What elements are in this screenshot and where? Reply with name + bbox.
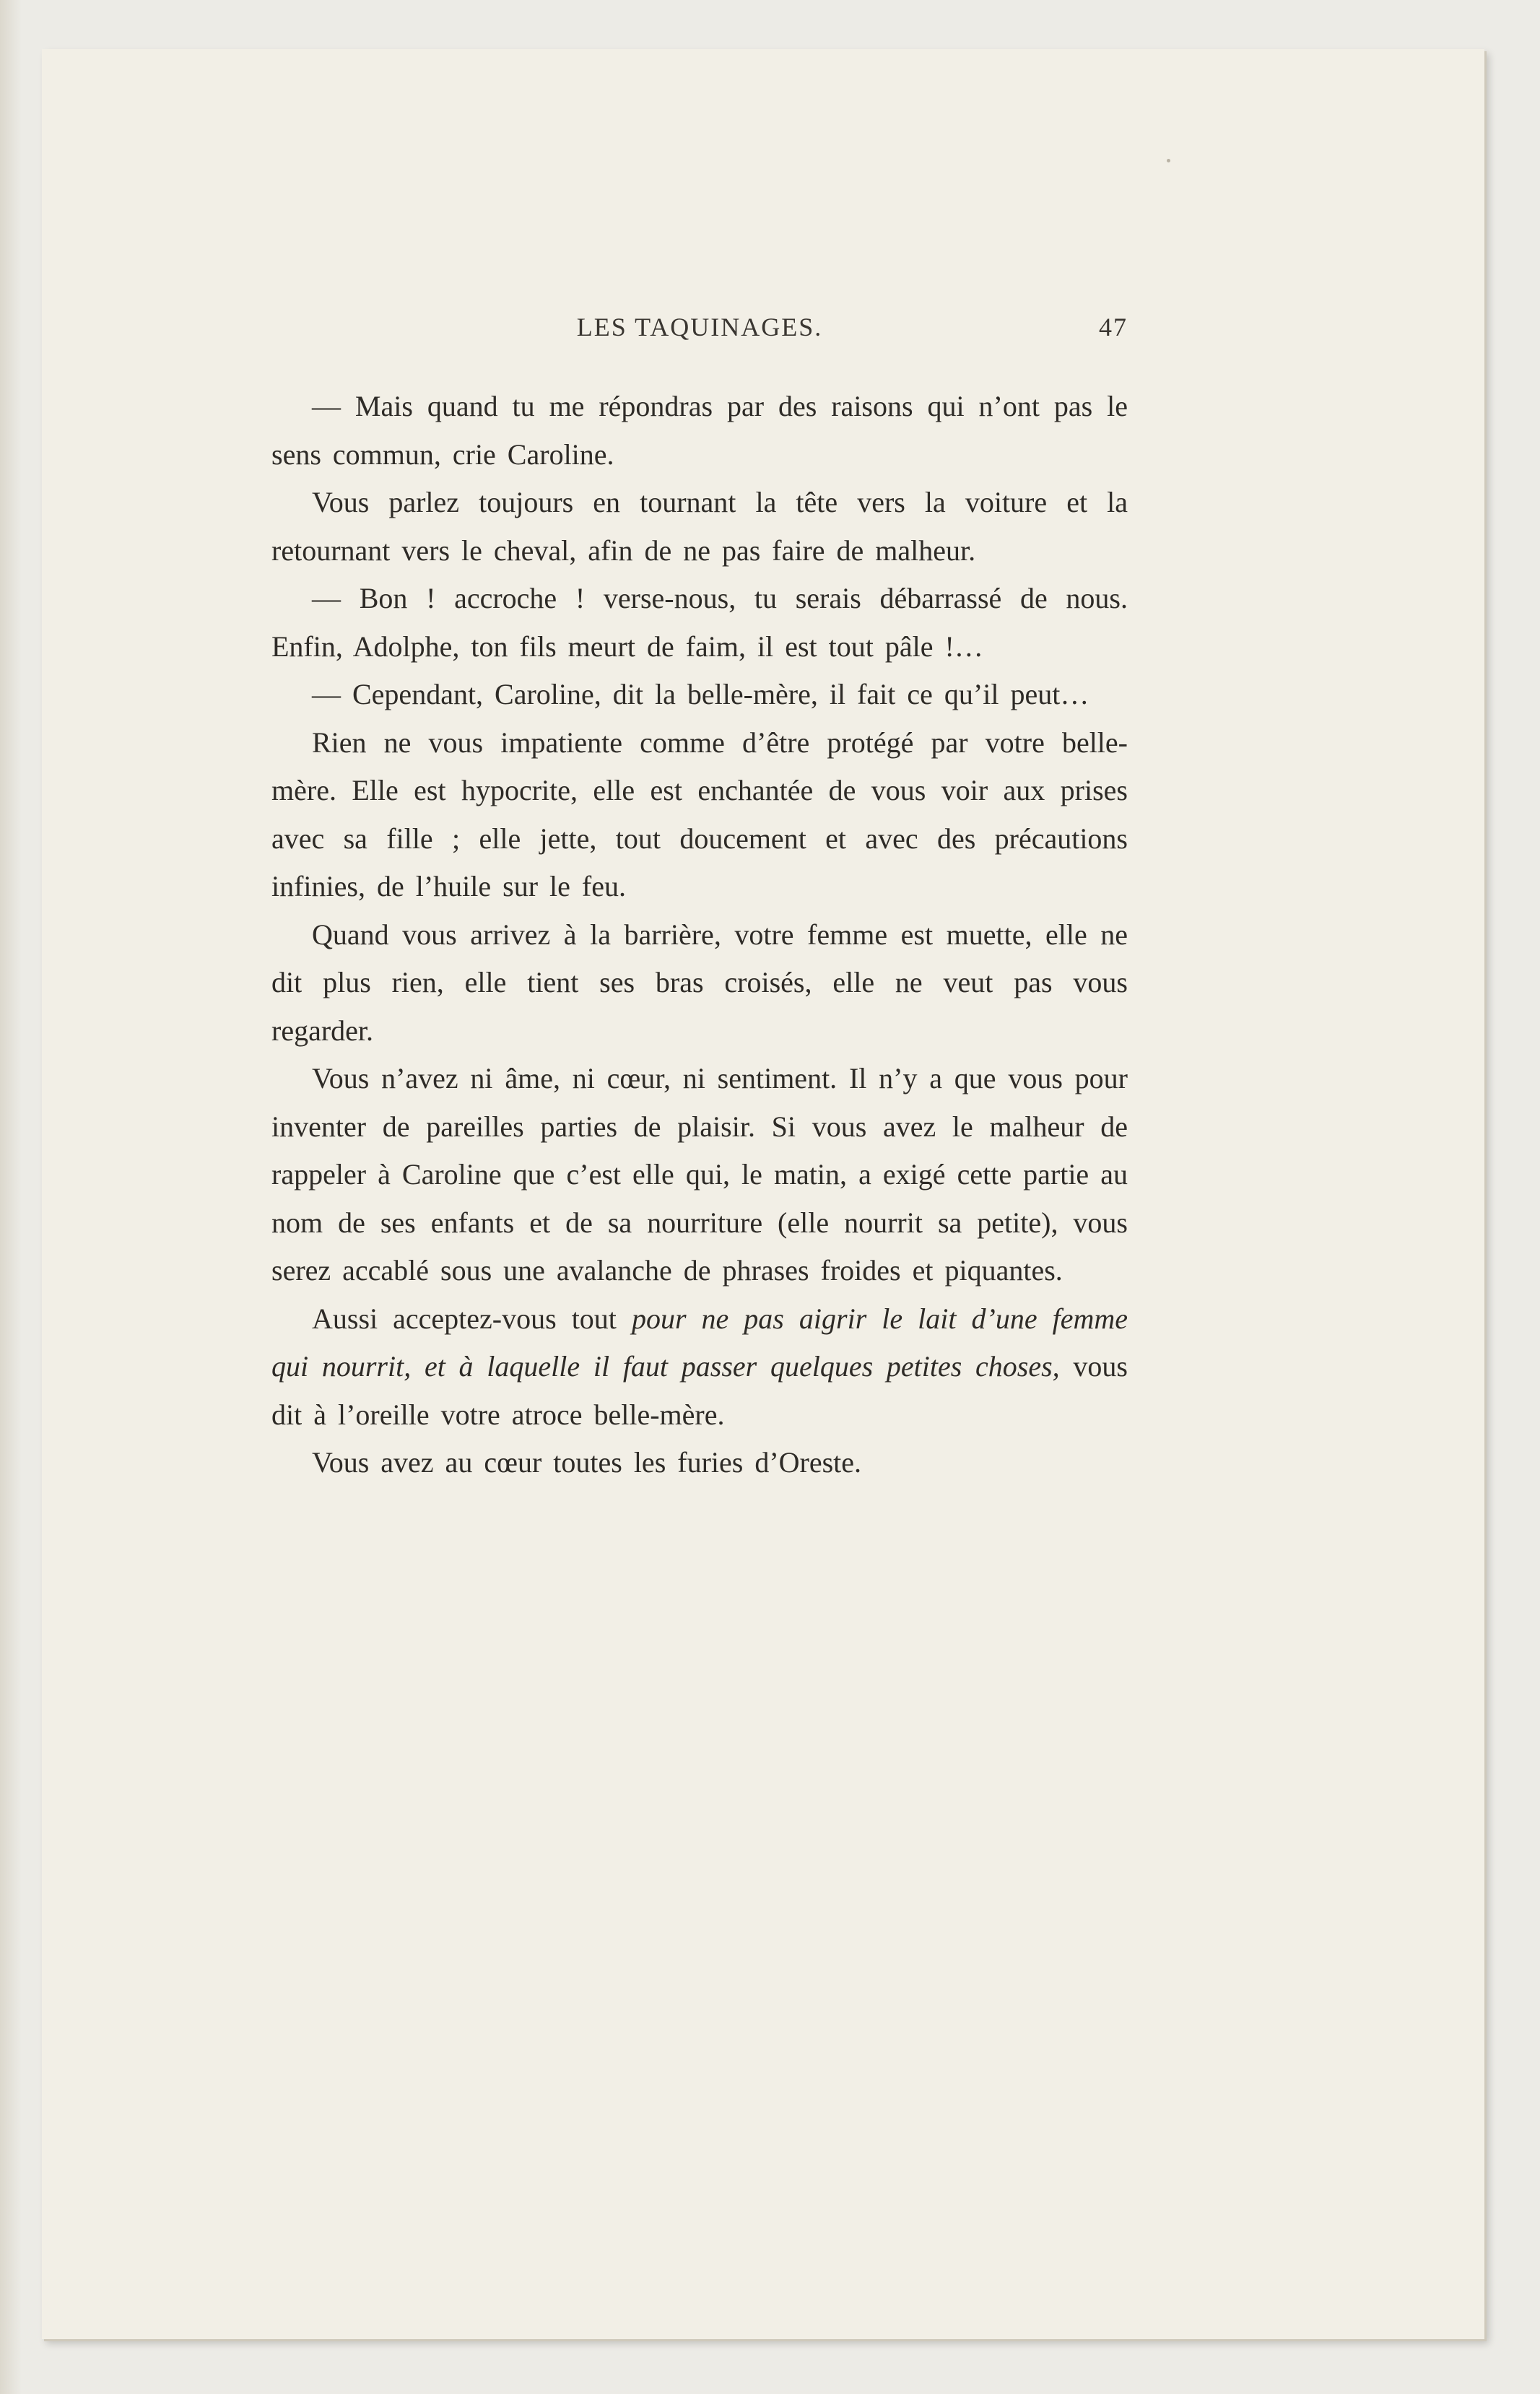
paragraph-8	[271, 1295, 1128, 1440]
body-text	[271, 383, 1128, 1487]
paragraph-9: Vous avez au cœur toutes les furies d’Oreste.	[312, 1446, 862, 1479]
paragraph-8-end: vous dit à l’oreille votre atroce belle-mère.	[271, 1350, 1128, 1431]
page-edge-shadow	[0, 0, 22, 2394]
running-title: LES TAQUINAGES.	[576, 313, 823, 341]
paragraph-8-italic: pour ne pas aigrir le lait d’une femme qui nourrit, et à laquelle il faut passer quelques petites choses,	[271, 1302, 1128, 1383]
paragraph-2: Vous parlez toujours en tournant la tête vers la voiture et la retournant vers le cheval, afin de ne pas faire de malheur.	[271, 486, 1128, 567]
paragraph-1: — Mais quand tu me répondras par des raisons qui n’ont pas le sens commun, crie Caroline.	[271, 390, 1128, 471]
paper-speck	[1167, 159, 1170, 162]
paragraph-7: Vous n’avez ni âme, ni cœur, ni sentiment. Il n’y a que vous pour inventer de pareilles parties de plaisir. Si vous avez le malheur de rappeler à Caroline que c’est elle qui, le matin, a exigé cette partie au nom de ses enfants et de sa nourriture (elle nourrit sa petite), vous serez accablé sous une avalanche de phrases froides et piquantes.	[271, 1062, 1128, 1287]
paragraph-3: — Bon ! accroche ! verse-nous, tu serais débarrassé de nous. Enfin, Adolphe, ton fils meurt de faim, il est tout pâle !…	[271, 582, 1128, 663]
paragraph-8-start: Aussi acceptez-vous tout	[312, 1302, 632, 1335]
page-number: 47	[1099, 313, 1128, 341]
paragraph-6: Quand vous arrivez à la barrière, votre femme est muette, elle ne dit plus rien, elle tient ses bras croisés, elle ne veut pas vous regarder.	[271, 918, 1128, 1047]
paragraph-4: — Cependant, Caroline, dit la belle-mère, il fait ce qu’il peut…	[312, 678, 1089, 710]
running-head	[271, 312, 1128, 362]
paragraph-5: Rien ne vous impatiente comme d’être protégé par votre belle-mère. Elle est hypocrite, elle est enchantée de vous voir aux prises avec sa fille ; elle jette, tout doucement et avec des précautions infinies, de l’huile sur le feu.	[271, 726, 1128, 902]
